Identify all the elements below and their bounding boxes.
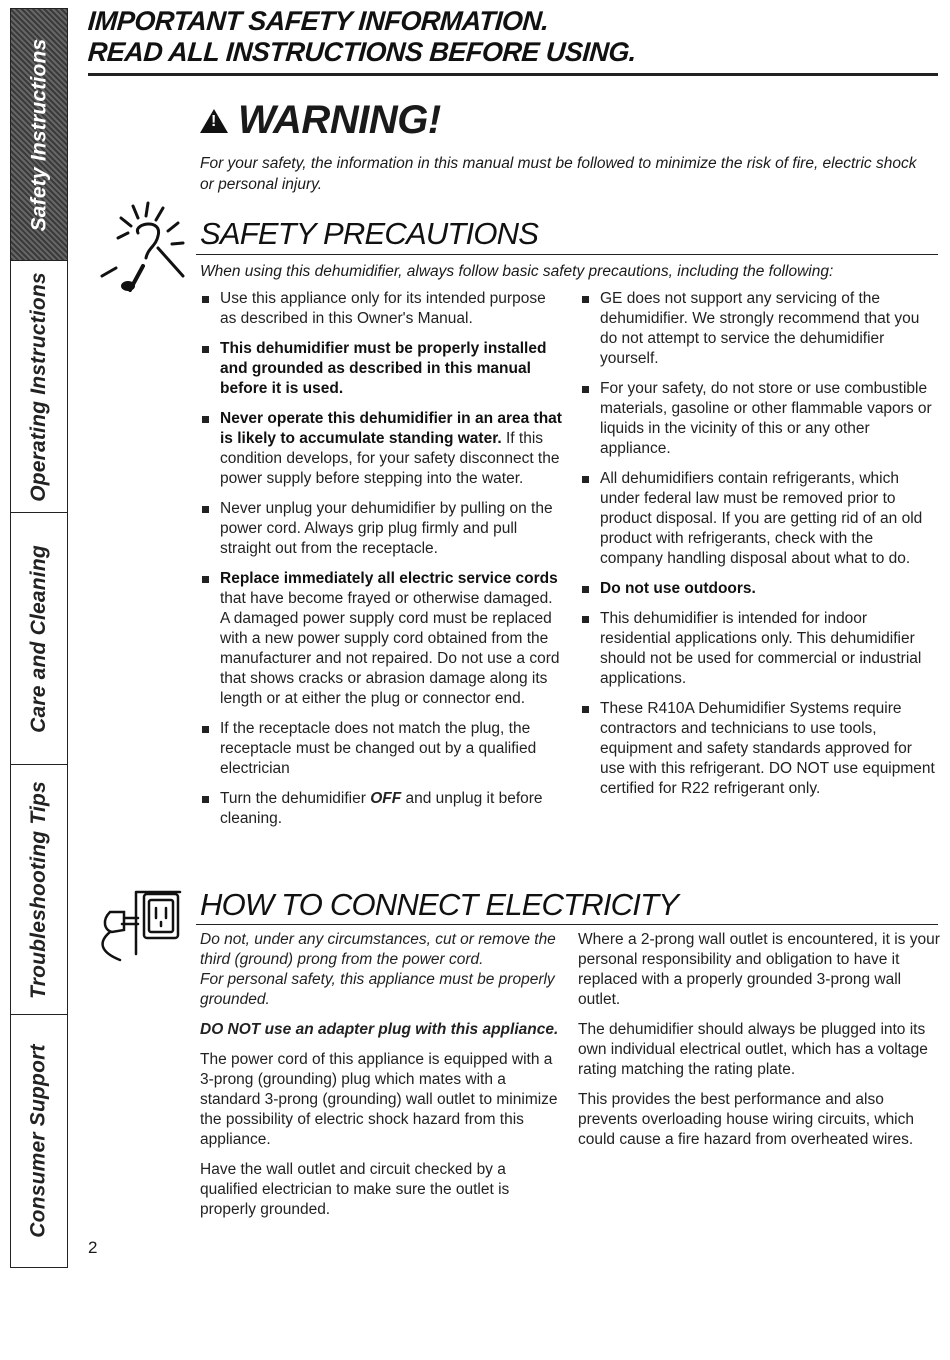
tab-safety-instructions[interactable] bbox=[11, 9, 67, 261]
bullet-text: GE does not support any servicing of the dehumidifier. We strongly recommend that you do not attempt to service the dehumidifier yourself. bbox=[600, 290, 920, 367]
tab-label: Operating Instructions bbox=[27, 271, 50, 502]
list-item bbox=[200, 719, 562, 779]
bullet-text: Turn the dehumidifier bbox=[220, 790, 371, 807]
list-item bbox=[200, 789, 562, 829]
list-item bbox=[580, 469, 936, 569]
bullet-text: that have become frayed or otherwise damaged. A damaged power supply cord must be replaced with a new power supply cord obtained from the manufacturer and not repaired. Do not use a cord that shows cracks or abrasion damage along its length or at either the plug or connector end. bbox=[220, 590, 560, 707]
page-number: 2 bbox=[88, 1238, 98, 1257]
paragraph: The dehumidifier should always be plugged into its own individual electrical outlet, which has a voltage rating matching the rating plate. bbox=[578, 1021, 928, 1078]
bullet-text: If this condition develops, for your safety disconnect the power supply before stepping into the water. bbox=[220, 430, 560, 487]
safety-left-column bbox=[200, 289, 562, 839]
safety-precautions-heading: SAFETY PRECAUTIONS bbox=[200, 216, 539, 251]
bullet-text: Use this appliance only for its intended purpose as described in this Owner's Manual. bbox=[220, 290, 546, 327]
tab-label: Care and Cleaning bbox=[27, 544, 50, 733]
safety-right-column bbox=[580, 289, 936, 809]
list-item bbox=[580, 289, 936, 369]
tab-consumer-support[interactable] bbox=[11, 1015, 67, 1267]
list-item bbox=[580, 379, 936, 459]
tab-care-and-cleaning[interactable] bbox=[11, 513, 67, 765]
header-line-2: READ ALL INSTRUCTIONS BEFORE USING. bbox=[86, 37, 638, 67]
grounded-warning: For personal safety, this appliance must be properly grounded. bbox=[200, 971, 555, 1008]
bullet-text: Never unplug your dehumidifier by pulling on the power cord. Always grip plug firmly and pull straight out from the receptacle. bbox=[220, 500, 553, 557]
list-item bbox=[200, 499, 562, 559]
bullet-bold-text: Replace immediately all electric service cords bbox=[220, 570, 558, 587]
ground-prong-warning: Do not, under any circumstances, cut or remove the third (ground) prong from the power cord. bbox=[200, 931, 556, 968]
list-item bbox=[580, 579, 936, 599]
bullet-bold-text: Never operate this dehumidifier in an area that is likely to accumulate standing water. bbox=[220, 410, 562, 447]
bullet-text: All dehumidifiers contain refrigerants, which under federal law must be removed prior to product disposal. If you are getting rid of an old product with refrigerants, check with the company handling disposal about what to do. bbox=[600, 470, 923, 567]
list-item bbox=[580, 609, 936, 689]
paragraph: This provides the best performance and also prevents overloading house wiring circuits, which could cause a fire hazard from overheated wires. bbox=[578, 1091, 914, 1148]
section-rule bbox=[196, 254, 938, 255]
warning-triangle-icon bbox=[200, 109, 228, 133]
paragraph: The power cord of this appliance is equipped with a 3-prong (grounding) plug which mates with a standard 3-prong (grounding) wall outlet to minimize the possibility of electric shock hazard from this appliance. bbox=[200, 1051, 558, 1148]
plug-outlet-icon bbox=[88, 882, 198, 982]
bullet-text: This dehumidifier must be properly installed and grounded as described in this manual before it is used. bbox=[220, 340, 547, 397]
bullet-text: If the receptacle does not match the plug, the receptacle must be changed out by a qualified electrician bbox=[220, 720, 537, 777]
header-line-1: IMPORTANT SAFETY INFORMATION. bbox=[86, 6, 550, 36]
paragraph: Where a 2-prong wall outlet is encountered, it is your personal responsibility and obligation to have it replaced with a properly grounded 3-prong wall outlet. bbox=[578, 931, 940, 1008]
warning-text: For your safety, the information in this manual must be followed to minimize the risk of fire, electric shock or personal injury. bbox=[200, 155, 917, 193]
bullet-text: Do not use outdoors. bbox=[600, 580, 756, 597]
bullet-text: For your safety, do not store or use combustible materials, gasoline or other flammable vapors or liquids in the vicinity of this or any other appliance. bbox=[600, 380, 932, 457]
tab-troubleshooting-tips[interactable] bbox=[11, 765, 67, 1015]
side-tab-bar bbox=[10, 8, 68, 1268]
bullet-text: This dehumidifier is intended for indoor residential applications only. This dehumidifier should not be used for commercial or industrial applications. bbox=[600, 610, 922, 687]
bullet-text: and unplug it before cleaning. bbox=[220, 790, 543, 827]
adapter-warning: DO NOT use an adapter plug with this appliance. bbox=[200, 1021, 559, 1038]
header-rule bbox=[88, 73, 938, 76]
warning-title bbox=[200, 98, 441, 143]
tab-label: Troubleshooting Tips bbox=[27, 780, 51, 999]
tab-label: Safety Instructions bbox=[27, 38, 50, 231]
list-item bbox=[580, 699, 936, 799]
list-item bbox=[200, 569, 562, 709]
tab-operating-instructions[interactable] bbox=[11, 261, 67, 513]
list-item bbox=[200, 289, 562, 329]
warning-title-text: WARNING! bbox=[238, 98, 441, 142]
connect-electricity-heading: HOW TO CONNECT ELECTRICITY bbox=[200, 887, 679, 922]
paragraph: Have the wall outlet and circuit checked by a qualified electrician to make sure the outlet is properly grounded. bbox=[200, 1161, 510, 1218]
bullet-text: These R410A Dehumidifier Systems require contractors and technicians to use tools, equipment and safety standards approved for use with this refrigerant. DO NOT use equipment certified for R22 refrigerant only. bbox=[600, 700, 935, 797]
electric-right-column bbox=[578, 930, 940, 1160]
list-item bbox=[200, 339, 562, 399]
electric-left-column bbox=[200, 930, 565, 1230]
light-bulb-icon bbox=[88, 198, 198, 298]
page-header bbox=[88, 6, 938, 68]
tab-label: Consumer Support bbox=[27, 1044, 50, 1238]
list-item bbox=[200, 409, 562, 489]
section-rule bbox=[196, 924, 938, 925]
off-label: OFF bbox=[370, 790, 402, 807]
safety-intro: When using this dehumidifier, always follow basic safety precautions, including the following: bbox=[200, 263, 834, 280]
